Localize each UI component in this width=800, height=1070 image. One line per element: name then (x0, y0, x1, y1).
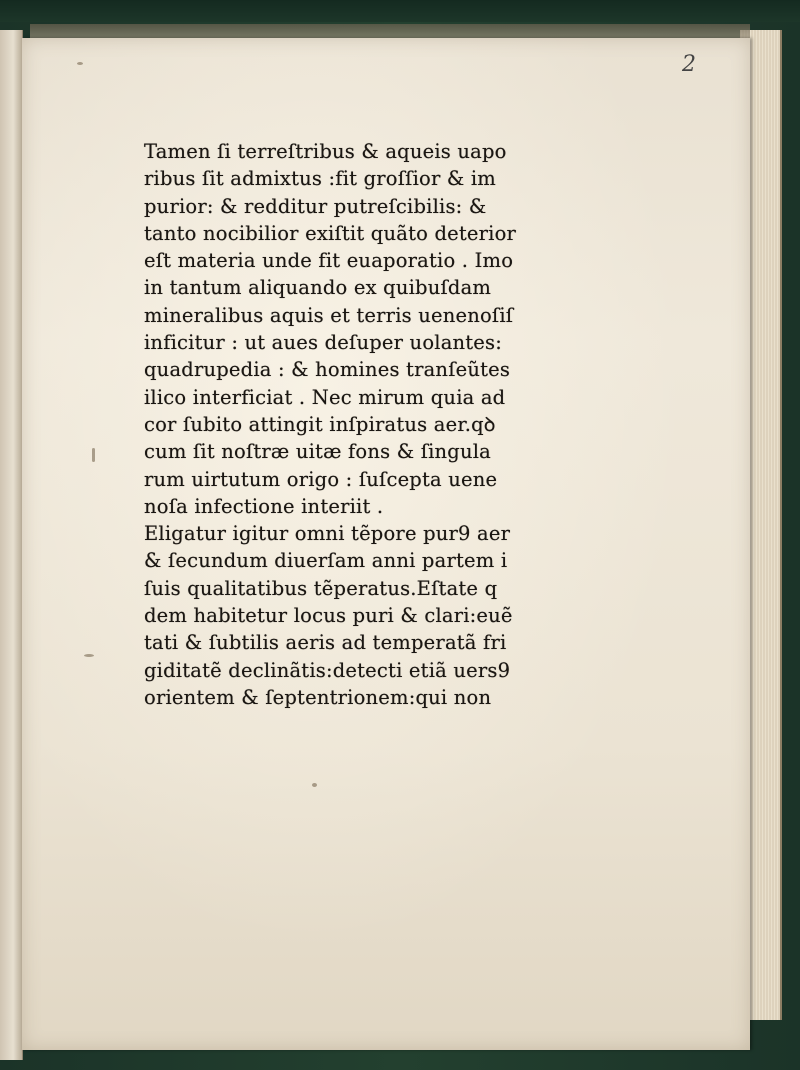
text-line-content: & ſecundum diuerſam anni partem i (144, 549, 508, 573)
text-line-content: purior: & redditur putreſcibilis: & (144, 194, 487, 218)
text-line-content: Tamen ſi terreſtribus & aqueis uapo (144, 140, 507, 163)
text-line (144, 165, 544, 192)
text-line (144, 493, 544, 520)
page-speck (92, 448, 95, 462)
scan-background (0, 0, 800, 22)
text-line (144, 356, 544, 383)
text-line-content: eſt materia unde fit euaporatio . Imo (144, 249, 514, 273)
text-line (144, 438, 544, 465)
text-line-content: rum uirtutum origo : ſuſcepta uene (144, 467, 498, 491)
folio-number: 2 (682, 52, 696, 77)
text-line (144, 575, 544, 602)
text-line (144, 138, 544, 165)
text-line (144, 220, 544, 247)
manuscript-page (22, 38, 750, 1050)
text-line (144, 684, 544, 711)
text-line (144, 547, 544, 574)
text-line-content: tanto nocibilior exiſtit quãto deterior (144, 221, 517, 245)
text-line (144, 411, 544, 438)
text-line (144, 466, 544, 493)
text-line-content: tati & ſubtilis aeris ad temperatã fri (144, 631, 507, 655)
text-line-content: giditatẽ declinãtis:detecti etiã uers9 (144, 658, 511, 682)
text-line-content: noſa infectione interiit . (144, 494, 384, 518)
page-speck (77, 62, 83, 65)
text-line-content: Eligatur igitur omni tẽpore pur9 aer (144, 522, 511, 546)
text-line (144, 602, 544, 629)
text-line-content: in tantum aliquando ex quibuſdam (144, 276, 492, 300)
page-speck (312, 783, 317, 787)
text-line (144, 384, 544, 411)
page-speck (84, 654, 94, 657)
text-line-content: mineralibus aquis et terris uenenoſiſ (144, 303, 514, 327)
text-line-content: ilico interficiat . Nec mirum quia ad (144, 385, 506, 409)
text-line (144, 247, 544, 274)
text-line-content: ribus ſit admixtus :fit groſſior & im (144, 167, 496, 191)
text-line (144, 520, 544, 547)
text-line-content: cor ſubito attingit inſpiratus aer.qꝺ (144, 412, 496, 436)
text-line-content: ſuis qualitatibus tẽperatus.Eſtate q (144, 576, 498, 600)
text-line-content: orientem & ſeptentrionem:qui non (144, 685, 492, 709)
body-text (144, 138, 544, 711)
text-line-content: quadrupedia : & homines tranſeũtes (144, 358, 511, 382)
text-line-content: dem habitetur locus puri & clari:euẽ (144, 604, 513, 628)
text-line (144, 329, 544, 356)
text-line (144, 274, 544, 301)
text-line-content: cum ſit noſtræ uitæ fons & ſingula (144, 440, 492, 464)
text-line (144, 302, 544, 329)
left-page-edge (0, 30, 23, 1060)
text-line (144, 629, 544, 656)
text-line-content: inficitur : ut aues deſuper uolantes: (144, 331, 503, 355)
page-top-shadow (30, 24, 750, 38)
text-line (144, 657, 544, 684)
text-line (144, 193, 544, 220)
